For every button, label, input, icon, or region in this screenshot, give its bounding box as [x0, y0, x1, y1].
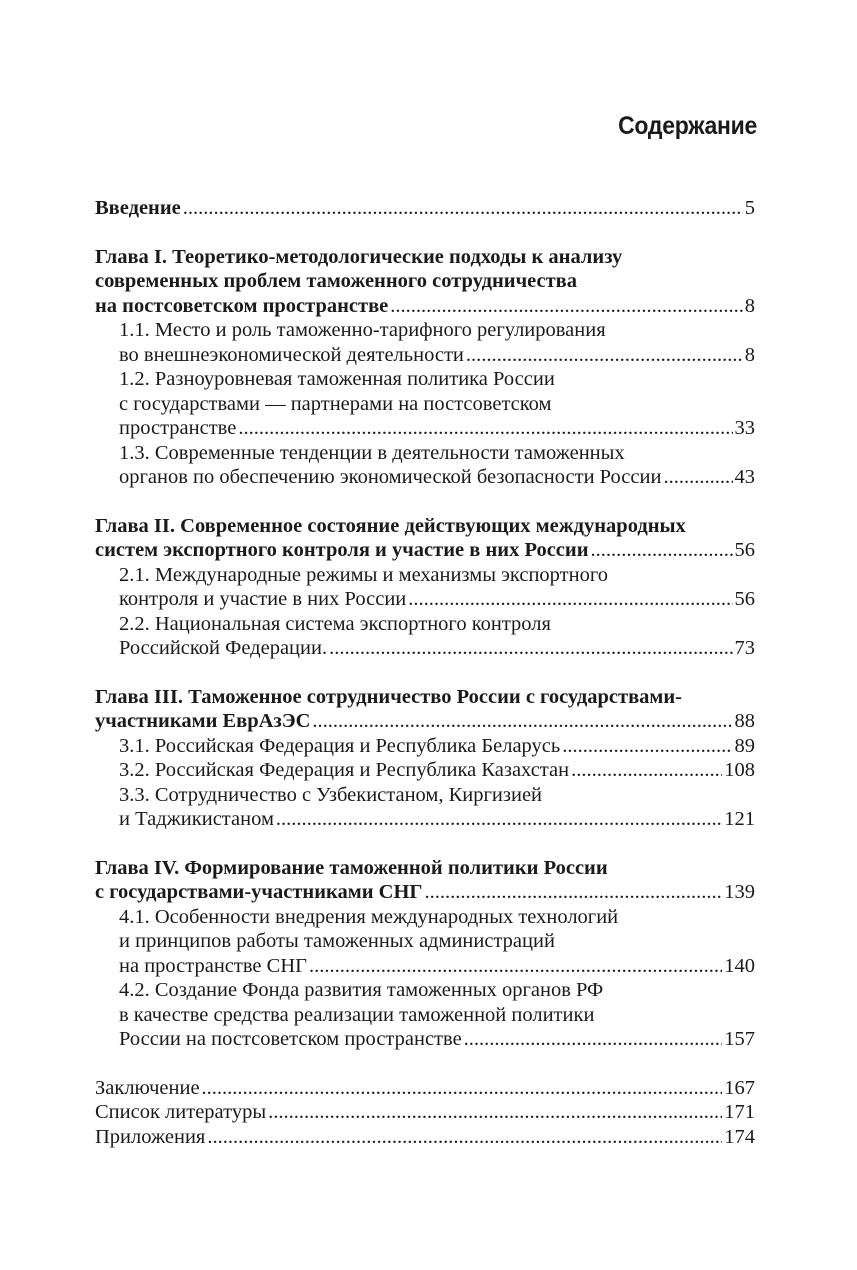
dot-leader — [562, 734, 732, 759]
toc-page-number: 167 — [724, 1076, 755, 1099]
toc-page-number: 88 — [734, 710, 755, 732]
section-line: и Таджикистаном — [119, 808, 274, 830]
toc-page-number: 33 — [734, 417, 755, 439]
toc-chapter-3 — [95, 685, 755, 832]
dot-leader — [202, 1076, 723, 1101]
section-line: пространстве — [119, 417, 237, 439]
chapter-heading-line: на постсоветском пространстве — [95, 294, 389, 317]
toc-page-number: 56 — [734, 588, 755, 610]
toc-entry-bibliography — [95, 1100, 755, 1125]
toc-entry-label: Список литературы — [95, 1101, 267, 1123]
section-last-line — [95, 1027, 755, 1052]
section-line: 3.3. Сотрудничество с Узбекистаном, Киргизией — [119, 783, 543, 806]
dot-leader — [390, 294, 742, 319]
table-of-contents — [95, 196, 755, 1149]
dot-leader — [312, 709, 732, 734]
toc-chapter-2 — [95, 514, 755, 661]
toc-entry-label: Введение — [95, 197, 181, 219]
section-line: России на постсоветском пространстве — [119, 1028, 462, 1050]
toc-page-number: 139 — [724, 881, 755, 903]
toc-page-number: 89 — [734, 734, 755, 757]
dot-leader — [276, 807, 722, 832]
dot-leader — [591, 538, 733, 563]
chapter-heading-line: современных проблем таможенного сотрудничества — [95, 270, 577, 292]
section-line: и принципов работы таможенных администраций — [119, 930, 555, 952]
section-line: 4.2. Создание Фонда развития таможенных органов РФ — [119, 979, 604, 1001]
chapter-heading-line: Глава I. Теоретико-методологические подходы к анализу — [95, 245, 623, 268]
section-last-line — [95, 465, 755, 490]
dot-leader — [309, 954, 722, 979]
toc-entry-intro — [95, 196, 755, 221]
dot-leader — [571, 758, 722, 783]
chapter-heading-line: Глава IV. Формирование таможенной политики России — [95, 856, 608, 879]
section-last-line — [95, 416, 755, 441]
toc-entry-conclusion — [95, 1076, 755, 1101]
section-line: органов по обеспечению экономической безопасности России — [119, 466, 662, 488]
section-line: 1.2. Разноуровневая таможенная политика России — [119, 368, 555, 390]
section-line: 2.1. Международные режимы и механизмы экспортного — [119, 563, 608, 586]
toc-page-number: 8 — [744, 294, 755, 317]
chapter-heading-last-line — [95, 709, 755, 734]
section-last-line — [95, 587, 755, 612]
section-last-line — [95, 954, 755, 979]
toc-page-number: 73 — [734, 637, 755, 659]
toc-page-number: 157 — [724, 1028, 755, 1050]
section-line: 3.2. Российская Федерация и Республика Казахстан — [119, 759, 570, 781]
toc-page-number: 56 — [734, 539, 755, 561]
toc-entry-label: Заключение — [95, 1076, 200, 1099]
section-line: 2.2. Национальная система экспортного контроля — [119, 612, 551, 635]
toc-entry-appendices — [95, 1125, 755, 1150]
section-line: Российской Федерации. — [119, 637, 328, 659]
section-line: с государствами — партнерами на постсоветском — [119, 392, 552, 415]
dot-leader — [268, 1100, 722, 1125]
section-last-line — [95, 343, 755, 368]
section-line: 1.3. Современные тенденции в деятельности таможенных — [119, 441, 625, 464]
toc-chapter-1 — [95, 245, 755, 490]
toc-page-number: 108 — [724, 759, 755, 781]
toc-page-number: 43 — [734, 466, 755, 488]
chapter-heading-line: Глава II. Современное состояние действующих международных — [95, 514, 686, 537]
toc-page-number: 121 — [724, 808, 755, 830]
dot-leader — [238, 416, 732, 441]
chapter-heading-last-line — [95, 880, 755, 905]
toc-entry-label: Приложения — [95, 1125, 206, 1148]
section-line: в качестве средства реализации таможенной политики — [119, 1003, 595, 1026]
section-line: на пространстве СНГ — [119, 954, 307, 977]
chapter-heading-last-line — [95, 538, 755, 563]
chapter-heading-last-line — [95, 294, 755, 319]
section-line: 3.1. Российская Федерация и Республика Беларусь — [119, 734, 561, 757]
toc-page-number: 140 — [724, 954, 755, 977]
dot-leader — [663, 465, 732, 490]
dot-leader — [183, 196, 743, 221]
chapter-heading-line: систем экспортного контроля и участие в них России — [95, 539, 589, 561]
section-line: 1.1. Место и роль таможенно-тарифного регулирования — [119, 319, 606, 341]
toc-page-number: 171 — [724, 1101, 755, 1123]
section-last-line — [95, 758, 755, 783]
chapter-heading-line: Глава III. Таможенное сотрудничество России с государствами- — [95, 685, 682, 708]
section-last-line — [95, 636, 755, 661]
toc-chapter-4 — [95, 856, 755, 1052]
section-last-line — [95, 807, 755, 832]
section-line: во внешнеэкономической деятельности — [119, 343, 464, 366]
toc-page-number: 8 — [744, 343, 755, 366]
dot-leader — [207, 1125, 722, 1150]
dot-leader — [466, 343, 743, 368]
toc-page-number: 174 — [724, 1125, 755, 1148]
chapter-heading-line: участниками ЕврАзЭС — [95, 710, 311, 732]
chapter-heading-line: с государствами-участниками СНГ — [95, 881, 423, 903]
dot-leader — [408, 587, 732, 612]
section-line: контроля и участие в них России — [119, 588, 407, 610]
dot-leader — [329, 636, 732, 661]
dot-leader — [464, 1027, 723, 1052]
section-last-line — [95, 734, 755, 759]
toc-page-number: 5 — [744, 197, 755, 219]
section-line: 4.1. Особенности внедрения международных технологий — [119, 905, 619, 928]
page-title: Содержание — [618, 112, 757, 140]
dot-leader — [424, 880, 722, 905]
